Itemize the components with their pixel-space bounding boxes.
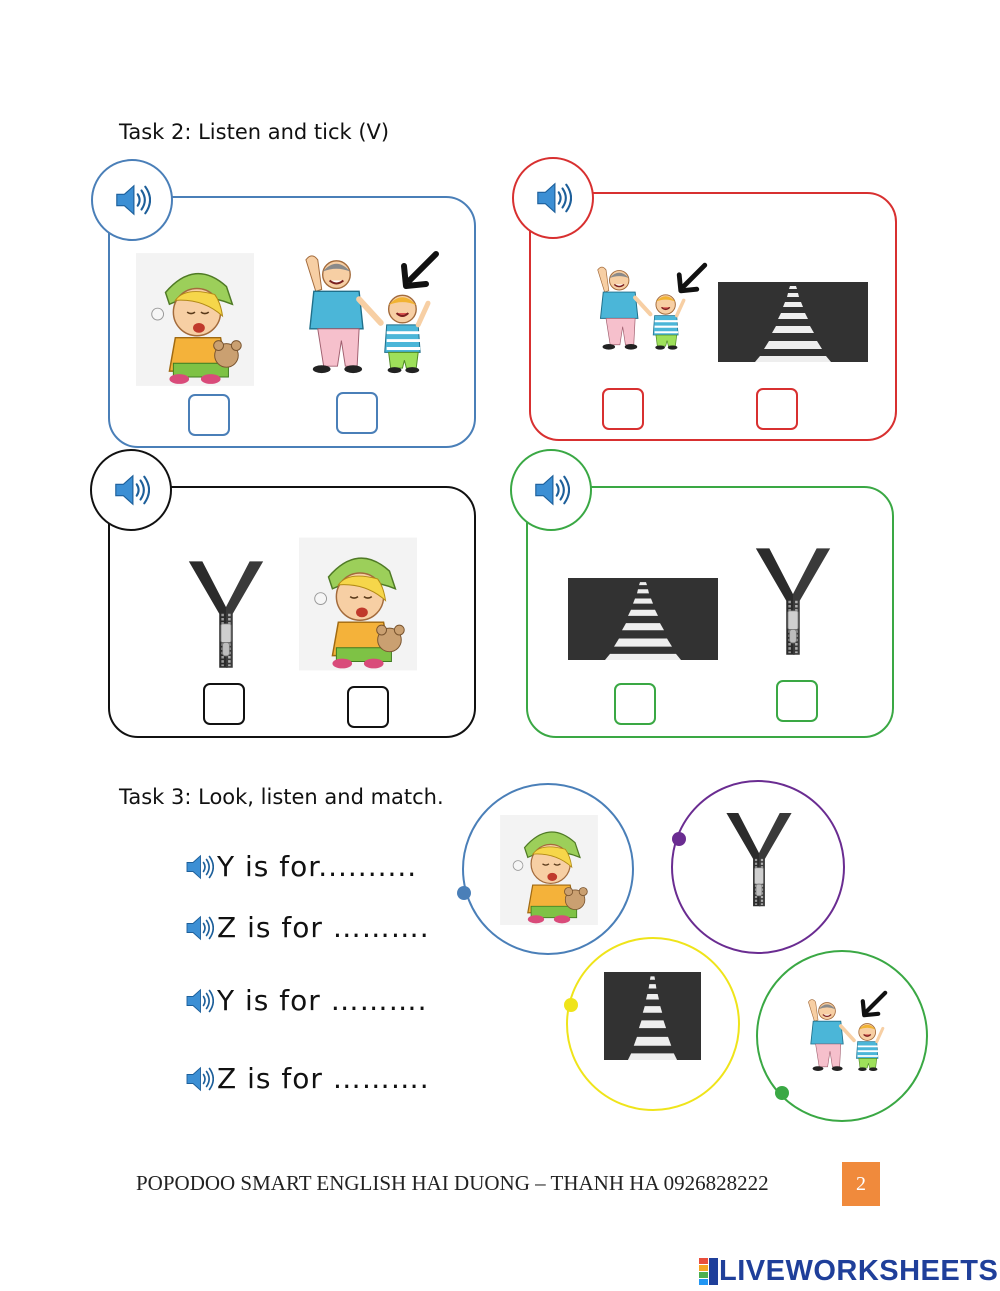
zebra-crossing-image bbox=[604, 972, 701, 1060]
match-dot-green[interactable] bbox=[775, 1086, 789, 1100]
task2-title: Task 2: Listen and tick (V) bbox=[119, 120, 390, 144]
tick-box-3b[interactable] bbox=[347, 686, 389, 728]
sentence-text: Y is for.......... bbox=[217, 850, 418, 883]
sleepy-boy-image bbox=[299, 537, 417, 671]
tick-box-2a[interactable] bbox=[602, 388, 644, 430]
match-dot-blue[interactable] bbox=[457, 886, 471, 900]
sleepy-boy-image bbox=[136, 252, 254, 387]
footer-text: POPODOO SMART ENGLISH HAI DUONG – THANH HA 0926828222 bbox=[136, 1171, 769, 1195]
logo-text: LIVEWORKSHEETS bbox=[719, 1255, 999, 1287]
zipper-image bbox=[716, 810, 802, 910]
speaker-icon bbox=[532, 471, 570, 509]
zipper-image bbox=[745, 545, 841, 659]
sentence-text: Z is for ………. bbox=[217, 911, 430, 944]
zebra-crossing-image bbox=[568, 578, 718, 660]
zebra-crossing-image bbox=[718, 282, 868, 362]
audio-button-4[interactable] bbox=[510, 449, 592, 531]
page-number-badge: 2 bbox=[842, 1162, 880, 1206]
tick-box-1a[interactable] bbox=[188, 394, 230, 436]
match-sentence-2[interactable] bbox=[184, 911, 430, 944]
audio-button-2[interactable] bbox=[512, 157, 594, 239]
arrow-icon bbox=[400, 250, 440, 290]
speaker-icon bbox=[113, 181, 151, 219]
sentence-text: Y is for ………. bbox=[217, 984, 428, 1017]
speaker-icon bbox=[184, 913, 214, 943]
tick-box-2b[interactable] bbox=[756, 388, 798, 430]
arrow-icon bbox=[676, 262, 708, 294]
match-sentence-3[interactable] bbox=[184, 984, 428, 1017]
match-dot-yellow[interactable] bbox=[564, 998, 578, 1012]
tick-box-4b[interactable] bbox=[776, 680, 818, 722]
speaker-icon bbox=[534, 179, 572, 217]
zipper-image bbox=[176, 558, 276, 672]
tick-box-4a[interactable] bbox=[614, 683, 656, 725]
audio-button-3[interactable] bbox=[90, 449, 172, 531]
arrow-icon bbox=[860, 990, 888, 1018]
task3-title: Task 3: Look, listen and match. bbox=[119, 785, 444, 809]
match-dot-purple[interactable] bbox=[672, 832, 686, 846]
sentence-text: Z is for ………. bbox=[217, 1062, 430, 1095]
speaker-icon bbox=[112, 471, 150, 509]
audio-button-1[interactable] bbox=[91, 159, 173, 241]
speaker-icon bbox=[184, 986, 214, 1016]
tick-box-1b[interactable] bbox=[336, 392, 378, 434]
speaker-icon bbox=[184, 852, 214, 882]
liveworksheets-logo bbox=[699, 1255, 998, 1288]
speaker-icon bbox=[184, 1064, 214, 1094]
tick-box-3a[interactable] bbox=[203, 683, 245, 725]
match-sentence-1[interactable] bbox=[184, 850, 417, 883]
question-card-3 bbox=[108, 486, 476, 738]
match-sentence-4[interactable] bbox=[184, 1062, 430, 1095]
sleepy-boy-image bbox=[500, 815, 598, 925]
live-logo-icon bbox=[699, 1258, 719, 1286]
